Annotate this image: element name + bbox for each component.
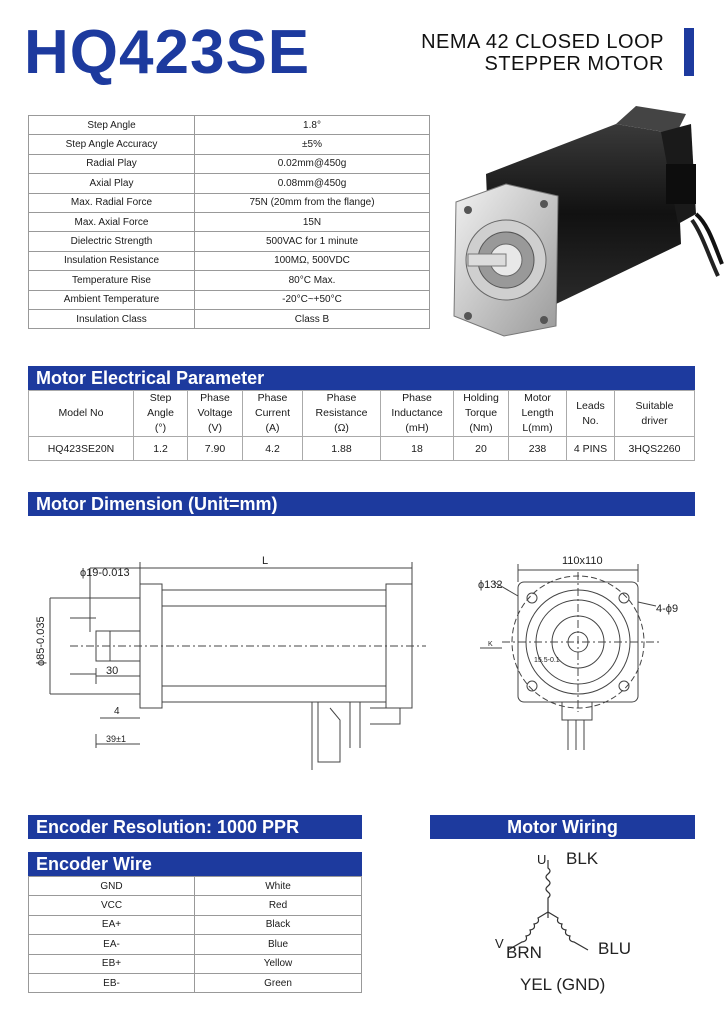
wiring-v-label: V <box>495 936 504 951</box>
table-cell: 7.90 <box>188 437 243 461</box>
col-header: Model No <box>29 391 134 437</box>
spec-label: Temperature Rise <box>29 271 195 290</box>
spec-label: Step Angle <box>29 116 195 135</box>
table-cell: 1.88 <box>303 437 381 461</box>
table-header-row <box>29 391 695 437</box>
dim-square-label: 110x110 <box>562 555 603 567</box>
col-header: Motor Length L(mm) <box>509 391 567 437</box>
spec-label: Step Angle Accuracy <box>29 135 195 154</box>
wiring-brn-label: BRN <box>506 943 542 962</box>
encoder-wire-color: Black <box>195 915 362 934</box>
electrical-section-title: Motor Electrical Parameter <box>28 366 695 390</box>
encoder-resolution-title: Encoder Resolution: 1000 PPR <box>28 815 362 839</box>
table-cell: 3HQS2260 <box>615 437 695 461</box>
spec-value: 100MΩ, 500VDC <box>195 251 430 270</box>
table-cell: HQ423SE20N <box>29 437 134 461</box>
table-row <box>29 437 695 461</box>
spec-value: -20°C~+50°C <box>195 290 430 309</box>
encoder-signal: EA- <box>29 935 195 954</box>
table-row <box>29 174 430 193</box>
col-header: Phase Resistance (Ω) <box>303 391 381 437</box>
encoder-wire-color: White <box>195 877 362 896</box>
table-row <box>29 915 362 934</box>
table-row <box>29 154 430 173</box>
encoder-wire-color: Green <box>195 973 362 992</box>
table-cell: 1.2 <box>134 437 188 461</box>
spec-label: Radial Play <box>29 154 195 173</box>
table-cell: 238 <box>509 437 567 461</box>
dim-length-label: L <box>262 555 269 567</box>
encoder-wire-color: Yellow <box>195 954 362 973</box>
col-header: Leads No. <box>567 391 615 437</box>
dim-k-label: K <box>488 641 493 648</box>
spec-value: ±5% <box>195 135 430 154</box>
dim-bolt-circle-label: ϕ132 <box>478 579 503 591</box>
spec-label: Dielectric Strength <box>29 232 195 251</box>
dim-key-length-label: 39±1 <box>106 734 126 744</box>
wiring-blk-label: BLK <box>566 849 599 868</box>
subtitle-line2: STEPPER MOTOR <box>484 53 664 75</box>
table-row <box>29 232 430 251</box>
col-header: Holding Torque (Nm) <box>454 391 509 437</box>
table-cell: 4 PINS <box>567 437 615 461</box>
spec-table <box>28 115 430 329</box>
table-cell: 18 <box>381 437 454 461</box>
encoder-signal: EB- <box>29 973 195 992</box>
product-subtitle <box>421 31 664 75</box>
table-row <box>29 290 430 309</box>
encoder-wire-title: Encoder Wire <box>28 852 362 876</box>
dim-shaft-dia-label: ϕ19-0.013 <box>80 567 130 579</box>
dimension-section-title: Motor Dimension (Unit=mm) <box>28 492 695 516</box>
encoder-wire-color: Blue <box>195 935 362 954</box>
table-row <box>29 251 430 270</box>
side-view-drawing <box>30 548 430 780</box>
col-header: Phase Voltage (V) <box>188 391 243 437</box>
front-view-drawing <box>472 552 692 760</box>
table-row <box>29 193 430 212</box>
table-row <box>29 271 430 290</box>
dim-flange-thickness-label: 4 <box>114 706 120 717</box>
encoder-signal: EA+ <box>29 915 195 934</box>
spec-label: Insulation Resistance <box>29 251 195 270</box>
spec-value: 0.02mm@450g <box>195 154 430 173</box>
encoder-signal: VCC <box>29 896 195 915</box>
motor-product-image <box>446 104 724 340</box>
col-header: Phase Inductance (mH) <box>381 391 454 437</box>
spec-label: Ambient Temperature <box>29 290 195 309</box>
dim-holes-label: 4-ϕ9 <box>656 603 679 615</box>
table-row <box>29 212 430 231</box>
col-header: Phase Current (A) <box>243 391 303 437</box>
motor-wiring-title: Motor Wiring <box>430 815 695 839</box>
spec-value: Class B <box>195 309 430 328</box>
encoder-wire-color: Red <box>195 896 362 915</box>
header-accent-bar <box>684 28 694 76</box>
spec-label: Axial Play <box>29 174 195 193</box>
model-title: HQ423SE <box>24 18 311 87</box>
table-row <box>29 309 430 328</box>
spec-value: 75N (20mm from the flange) <box>195 193 430 212</box>
spec-label: Max. Axial Force <box>29 212 195 231</box>
encoder-signal: EB+ <box>29 954 195 973</box>
table-row <box>29 973 362 992</box>
table-row <box>29 877 362 896</box>
col-header: Suitable driver <box>615 391 695 437</box>
spec-value: 500VAC for 1 minute <box>195 232 430 251</box>
table-row <box>29 935 362 954</box>
subtitle-line1: NEMA 42 CLOSED LOOP <box>421 31 664 53</box>
dim-pilot-dia-label: ϕ85-0.035 <box>35 616 47 666</box>
wiring-blu-label: BLU <box>598 939 632 958</box>
encoder-wire-table <box>28 876 362 993</box>
table-row <box>29 896 362 915</box>
spec-value: 0.08mm@450g <box>195 174 430 193</box>
wiring-u-label: U <box>537 852 547 867</box>
motor-wiring-diagram <box>430 840 694 1010</box>
table-row <box>29 135 430 154</box>
table-row <box>29 116 430 135</box>
table-cell: 20 <box>454 437 509 461</box>
encoder-signal: GND <box>29 877 195 896</box>
table-row <box>29 954 362 973</box>
wiring-yel-label: YEL (GND) <box>520 975 606 994</box>
spec-value: 80°C Max. <box>195 271 430 290</box>
electrical-table <box>28 390 695 461</box>
table-cell: 4.2 <box>243 437 303 461</box>
spec-value: 15N <box>195 212 430 231</box>
spec-label: Max. Radial Force <box>29 193 195 212</box>
col-header: Step Angle (°) <box>134 391 188 437</box>
dim-shaft-length-label: 30 <box>106 665 119 677</box>
dim-key-label: 15.5-0.1 <box>534 657 560 664</box>
spec-value: 1.8° <box>195 116 430 135</box>
spec-label: Insulation Class <box>29 309 195 328</box>
